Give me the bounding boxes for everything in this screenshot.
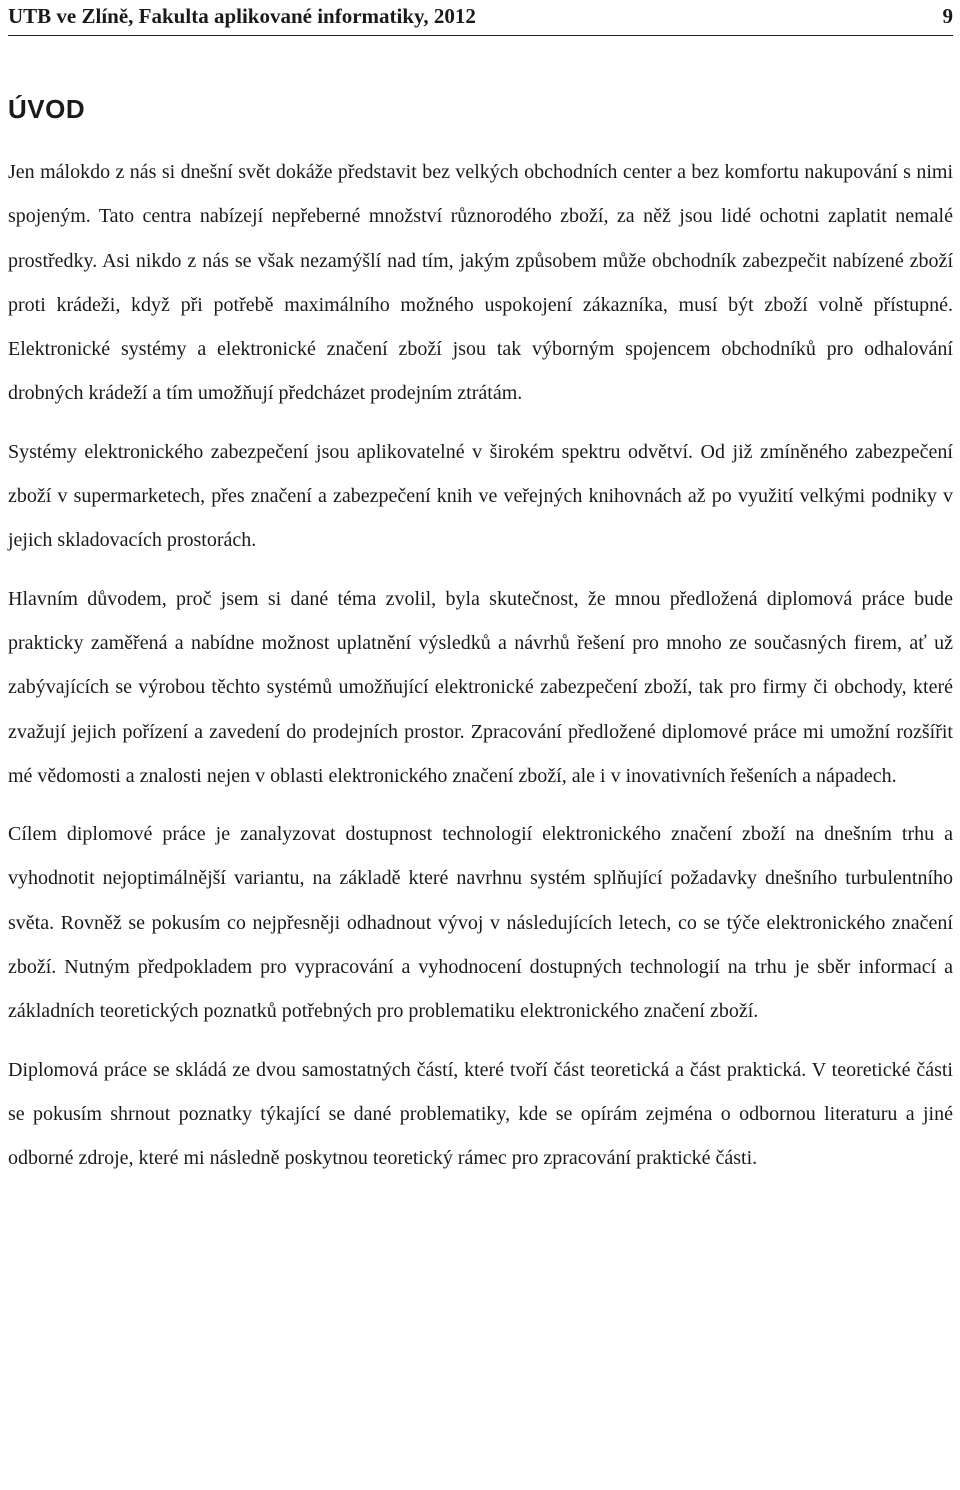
paragraph-2: Systémy elektronického zabezpečení jsou aplikovatelné v širokém spektru odvětví. Od již zmíněného zabezpečení zboží v supermarketech, přes značení a zabezpečení knih ve veřejných knihovnách až po využití velkými podniky v jejich skladovacích prostorách.	[8, 440, 953, 552]
paragraph-1: Jen málokdo z nás si dnešní svět dokáže představit bez velkých obchodních center a bez komfortu nakupování s nimi spojeným. Tato centra nabízejí nepřeberné množství různorodého zboží, za něž jsou lidé ochotni zaplatit nemalé prostředky. Asi nikdo z nás se však nezamýšlí nad tím, jakým způsobem může obchodník zabezpečit nabízené zboží proti krádeži, když při potřebě maximálního možného uspokojení zákazníka, musí být zboží volně přístupné. Elektronické systémy a elektronické značení zboží jsou tak výborným spojencem obchodníků pro odhalování drobných krádeží a tím umožňují předcházet prodejním ztrátám.	[8, 161, 953, 405]
paragraph-5: Diplomová práce se skládá ze dvou samostatných částí, které tvoří část teoretická a část praktická. V teoretické části se pokusím shrnout poznatky týkající se dané problematiky, kde se opírám zejména o odbornou literaturu a jiné odborné zdroje, které mi následně poskytnou teoretický rámec pro zpracování praktické části.	[8, 1058, 953, 1170]
header-title: UTB ve Zlíně, Fakulta aplikované informatiky, 2012	[8, 4, 476, 28]
document-page	[8, 0, 953, 1170]
page-number: 9	[942, 4, 953, 28]
running-header	[8, 0, 953, 36]
paragraph-4: Cílem diplomové práce je zanalyzovat dostupnost technologií elektronického značení zboží na dnešním trhu a vyhodnotit nejoptimálnější variantu, na základě které navrhnu systém splňující požadavky dnešního turbulentního světa. Rovněž se pokusím co nejpřesněji odhadnout vývoj v následujících letech, co se týče elektronického značení zboží. Nutným předpokladem pro vypracování a vyhodnocení dostupných technologií na trhu je sběr informací a základních teoretických poznatků potřebných pro problematiku elektronického značení zboží.	[8, 823, 953, 1023]
paragraph-3: Hlavním důvodem, proč jsem si dané téma zvolil, byla skutečnost, že mnou předložená diplomová práce bude prakticky zaměřená a nabídne možnost uplatnění výsledků a návrhů řešení pro mnoho ze současných firem, ať už zabývajících se výrobou těchto systémů umožňující elektronické zabezpečení zboží, tak pro firmy či obchody, které zvažují jejich pořízení a zavedení do prodejních prostor. Zpracování předložené diplomové práce mi umožní rozšířit mé vědomosti a znalosti nejen v oblasti elektronického značení zboží, ale i v inovativních řešeních a nápadech.	[8, 587, 953, 787]
section-heading: ÚVOD	[8, 94, 86, 124]
body-text	[8, 150, 953, 1195]
